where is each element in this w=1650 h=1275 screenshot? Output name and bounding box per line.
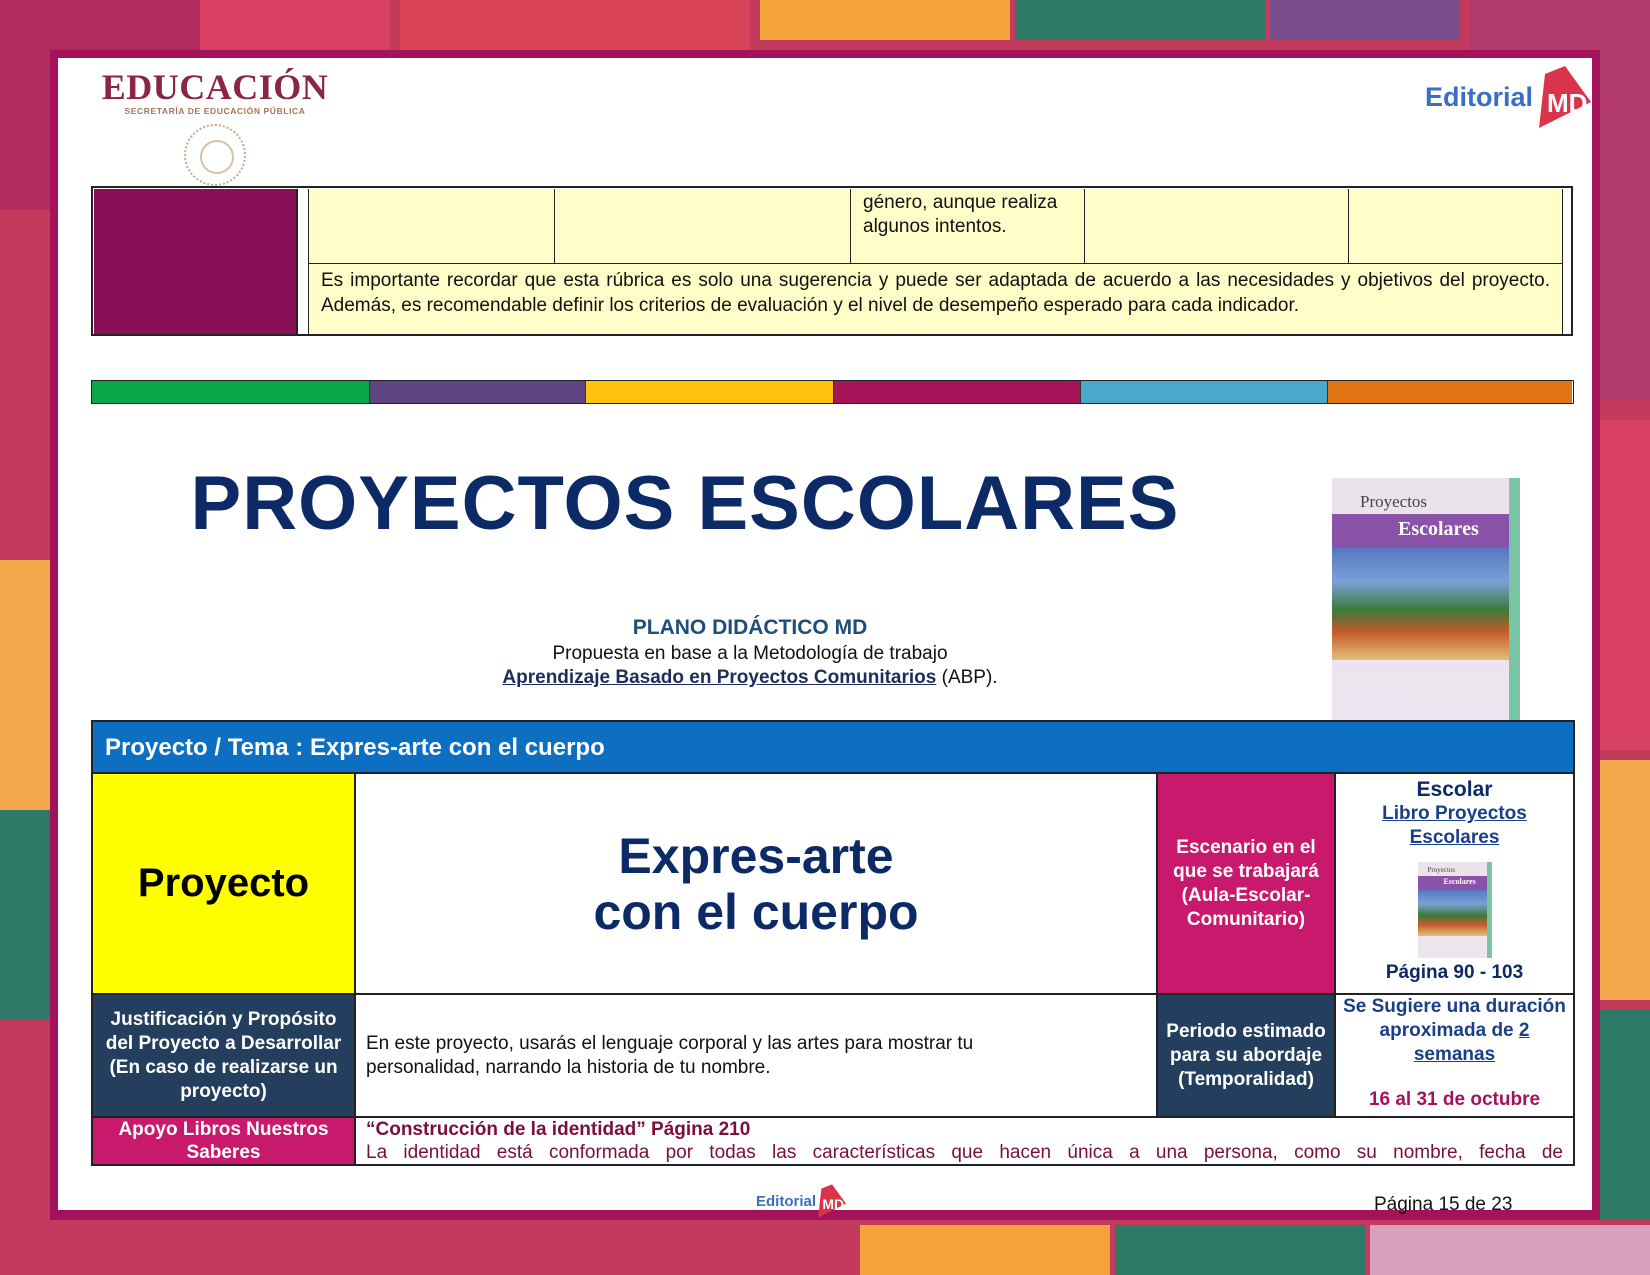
- sep-logo-subtitle: SECRETARÍA DE EDUCACIÓN PÚBLICA: [124, 106, 306, 116]
- rubric-note: Es importante recordar que esta rúbrica es solo una sugerencia y puede ser adaptada de acuerdo a las necesidades y objetivos del proyecto. Además, es recomendable definir los criterios de evaluación y el nivel de desempeño esperado para cada indicador.: [309, 263, 1562, 322]
- rubric-cell-text: género, aunque realiza algunos intentos.: [863, 192, 1058, 237]
- color-bar-segment: [834, 381, 1081, 403]
- bg-tile: [760, 0, 1010, 40]
- rubric-cell: [851, 189, 1085, 263]
- color-bar-segment: [92, 381, 370, 403]
- book-cover-thumbnail: [1418, 862, 1492, 958]
- rubric-cell: [1349, 189, 1562, 263]
- plan-method-line: [420, 666, 1080, 690]
- color-bar-segment: [1081, 381, 1328, 403]
- svg-text:MD: MD: [1547, 88, 1588, 118]
- project-header: Proyecto / Tema : Expres-arte con el cuerpo: [93, 722, 1573, 774]
- footer-logo-word: Editorial: [756, 1192, 817, 1210]
- color-bar-segment: [586, 381, 834, 403]
- bg-tile: [1600, 1010, 1650, 1220]
- bg-tile: [1270, 0, 1460, 40]
- rubric-cell: [309, 189, 555, 263]
- sep-logo: [100, 66, 330, 186]
- rubric-grid: [308, 189, 1563, 334]
- thumb-word2: Escolares: [1443, 877, 1476, 886]
- project-name-cell: [356, 774, 1158, 995]
- justification-label: Justificación y Propósito del Proyecto a Desarrollar: [105, 1008, 342, 1054]
- period-label: Periodo estimado para su abordaje (Temporalidad): [1166, 1020, 1326, 1090]
- methodology-link[interactable]: Aprendizaje Basado en Proyectos Comunitarios: [502, 667, 937, 688]
- justification-text-cell: [356, 995, 1158, 1118]
- project-name-line2: con el cuerpo: [593, 883, 919, 940]
- plan-heading: PLANO DIDÁCTICO MD: [632, 616, 868, 639]
- rubric-cell: [1085, 189, 1349, 263]
- book-cover-strip: [1509, 478, 1520, 720]
- bg-tile: [0, 560, 50, 810]
- justification-label-cell: [93, 995, 356, 1118]
- md-logo-icon: [1535, 66, 1591, 128]
- project-label-cell: [93, 774, 356, 995]
- bg-tile: [1115, 1225, 1365, 1275]
- color-bar: [91, 380, 1574, 404]
- bg-tile: [400, 0, 750, 50]
- bg-tile: [200, 0, 390, 50]
- justification-note: (En caso de realizarse un proyecto): [109, 1056, 338, 1102]
- scenario-value: Escolar: [1416, 778, 1493, 801]
- rubric-table: [91, 186, 1573, 336]
- book-link-line1[interactable]: Libro Proyectos: [1382, 803, 1527, 824]
- book-cover-illustration: [1332, 548, 1520, 660]
- page-title: PROYECTOS ESCOLARES: [190, 461, 1180, 546]
- plan-suffix: (ABP).: [936, 667, 998, 688]
- period-weeks: 2 semanas: [1413, 1020, 1530, 1065]
- footer-logo: [756, 1184, 846, 1218]
- book-cover-word2: Escolares: [1398, 518, 1479, 540]
- scenario-label-cell: [1158, 774, 1336, 995]
- thumb-word1: Proyectos: [1427, 866, 1456, 874]
- support-label-cell: [93, 1118, 356, 1164]
- sep-logo-title: EDUCACIÓN: [101, 67, 329, 107]
- bg-tile: [1015, 0, 1265, 40]
- period-value-cell: [1336, 995, 1573, 1118]
- plan-line: Propuesta en base a la Metodología de trabajo: [552, 643, 948, 664]
- bg-tile: [860, 1225, 1110, 1275]
- editorial-logo-word: Editorial: [1425, 81, 1534, 112]
- support-text-cell: [356, 1118, 1573, 1164]
- scenario-label: Escenario en el que se trabajará (Aula-Escolar-Comunitario): [1173, 836, 1319, 930]
- footer-md-logo-icon: [816, 1184, 846, 1218]
- justification-text: En este proyecto, usarás el lenguaje corporal y las artes para mostrar tu personalidad, narrando la historia de tu nombre.: [366, 1032, 974, 1078]
- svg-text:MD: MD: [822, 1196, 845, 1213]
- thumb-illustration: [1418, 890, 1492, 936]
- rubric-cell: [555, 189, 851, 263]
- project-name-line1: Expres-arte: [618, 827, 894, 884]
- period-label-cell: [1158, 995, 1336, 1118]
- book-cover-image: [1332, 478, 1520, 720]
- bg-tile: [1600, 760, 1650, 1000]
- thumb-strip: [1487, 862, 1491, 958]
- period-dates: 16 al 31 de octubre: [1368, 1089, 1541, 1110]
- support-title: “Construcción de la identidad” Página 210: [366, 1119, 751, 1140]
- period-suggest-text: Se Sugiere una duración aproximada de: [1343, 996, 1566, 1041]
- bg-tile: [0, 810, 50, 1020]
- color-bar-segment: [1328, 381, 1572, 403]
- scenario-value-cell: [1336, 774, 1573, 995]
- book-link-line2[interactable]: Escolares: [1409, 827, 1500, 848]
- editorial-md-logo: [1425, 66, 1591, 128]
- national-seal-icon: [184, 124, 246, 186]
- period-suggestion: [1342, 995, 1567, 1067]
- book-pages: Página 90 - 103: [1385, 962, 1524, 983]
- support-label: Apoyo Libros Nuestros Saberes: [118, 1119, 329, 1163]
- project-label: Proyecto: [137, 861, 310, 905]
- bg-tile: [1600, 420, 1650, 750]
- bg-tile: [1370, 1225, 1650, 1275]
- project-table: [91, 720, 1575, 1166]
- page-number: Página 15 de 23: [1374, 1194, 1513, 1215]
- book-cover-word1: Proyectos: [1360, 492, 1428, 511]
- plan-block: [420, 614, 1080, 690]
- color-bar-segment: [370, 381, 586, 403]
- rubric-side-cell: [94, 189, 298, 334]
- support-text: La identidad está conformada por todas las características que hacen única a una persona, como su nombre, fecha de: [366, 1142, 1563, 1163]
